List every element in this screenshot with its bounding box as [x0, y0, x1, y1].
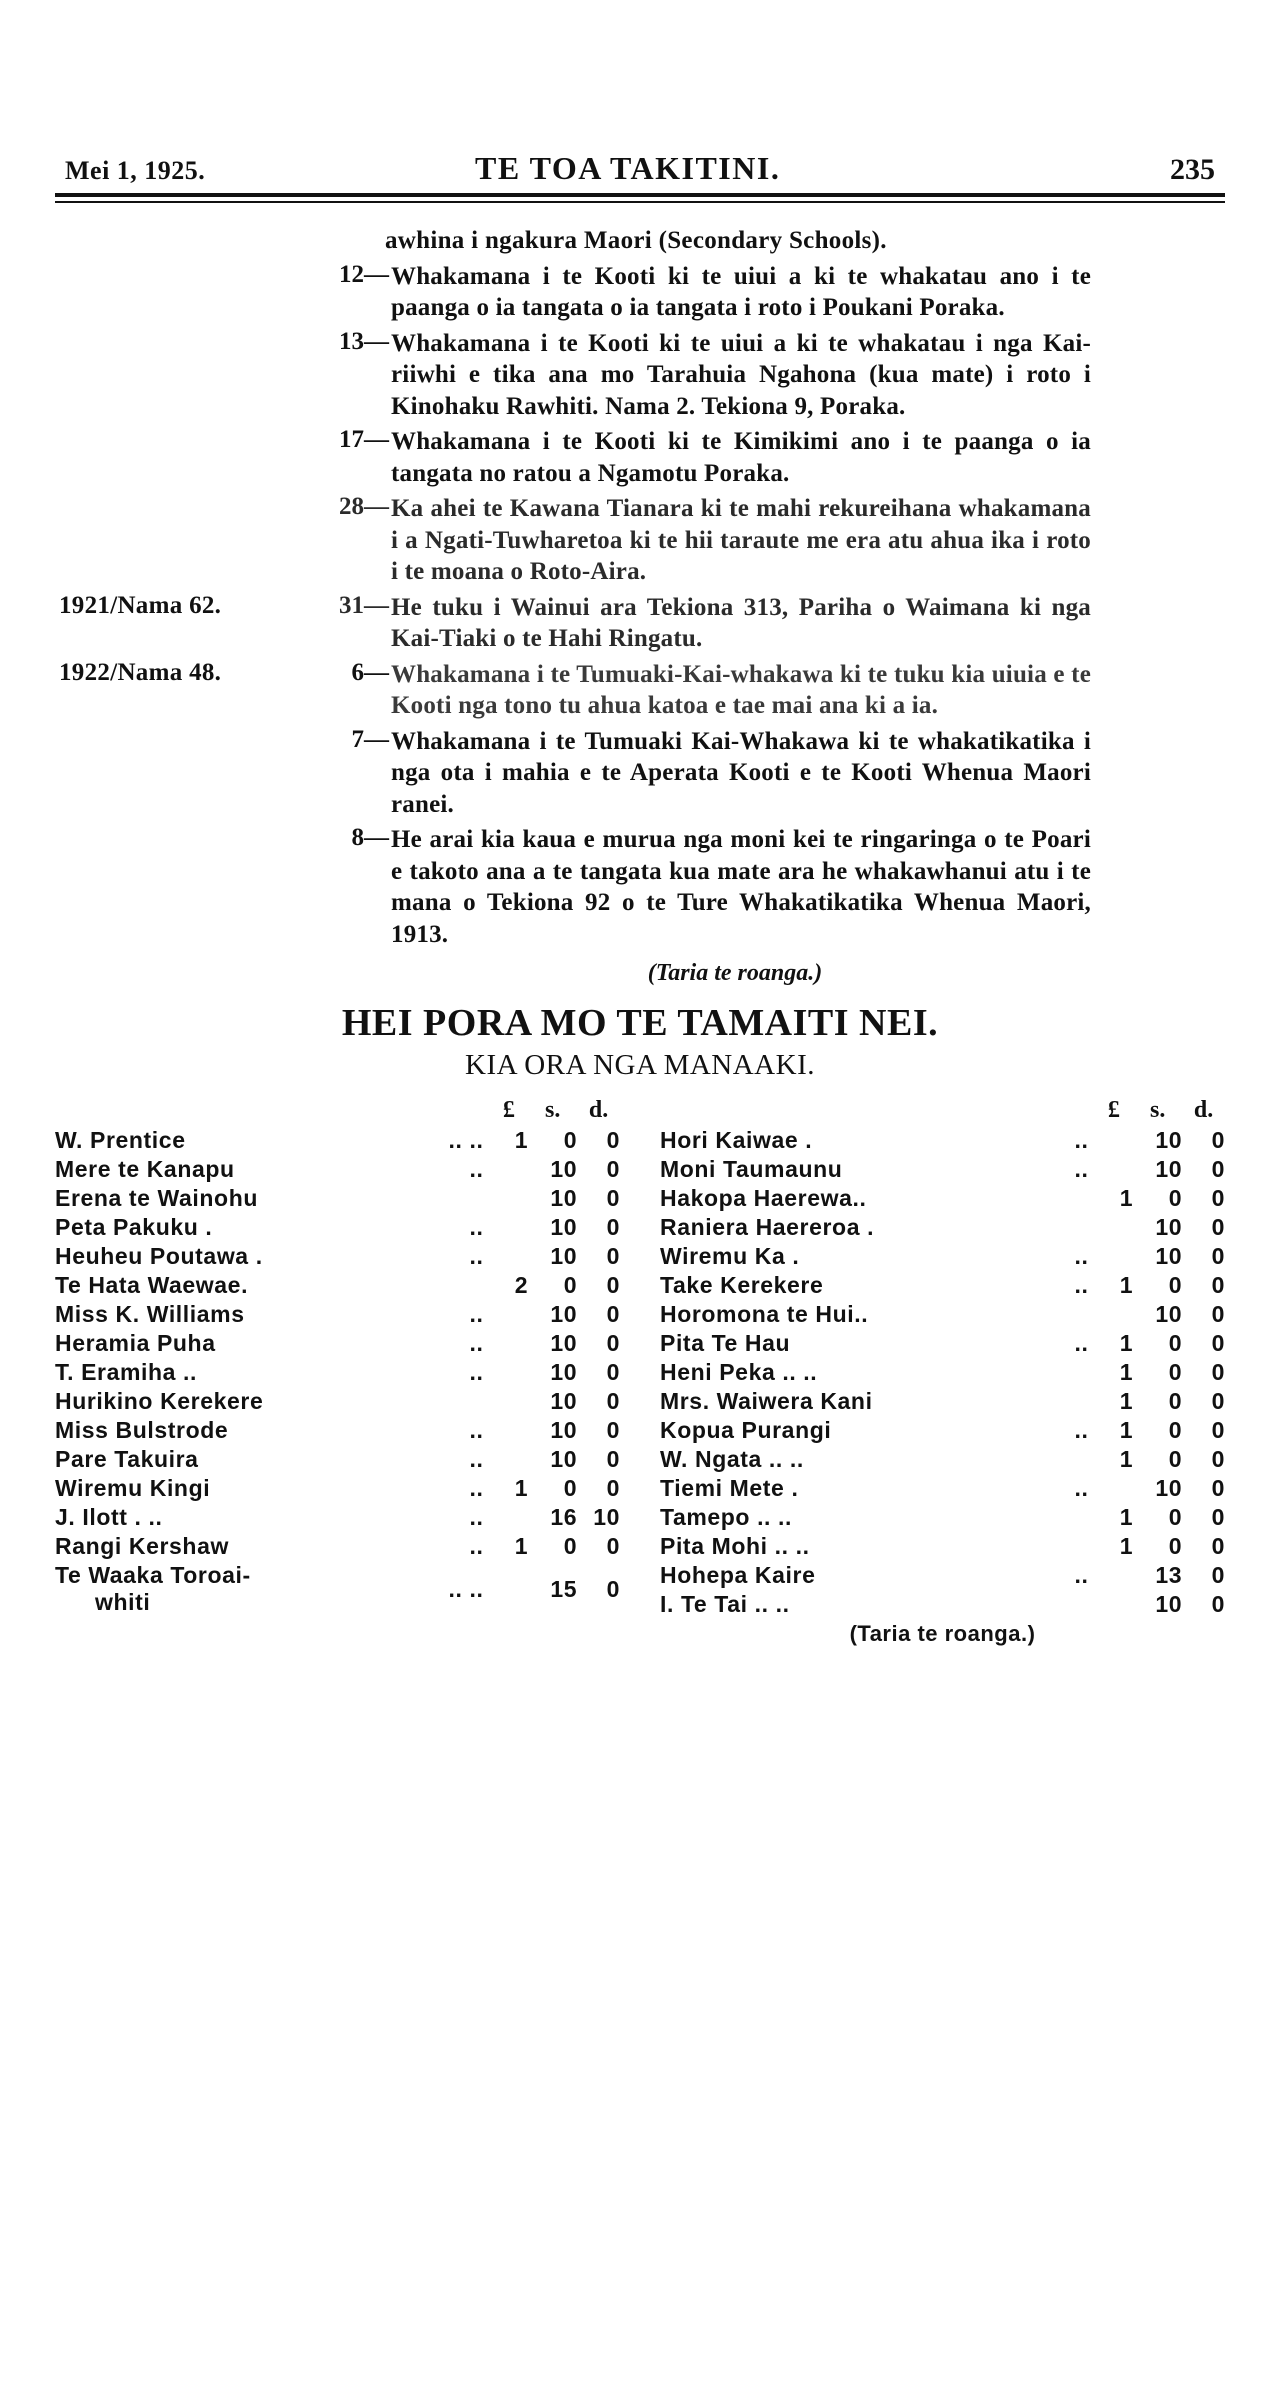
- amount-pence: 0: [606, 1127, 620, 1153]
- amount-pounds: 1: [1119, 1185, 1134, 1211]
- leader-dots: ..: [469, 1214, 484, 1240]
- donor-name: W. Ngata .. ..: [660, 1446, 804, 1472]
- amount-pence: 0: [1211, 1446, 1225, 1472]
- amount-pence: 0: [1211, 1243, 1225, 1269]
- amount-shillings: 10: [550, 1301, 578, 1327]
- donation-row: [55, 1387, 620, 1416]
- amount-shillings: 0: [563, 1272, 578, 1298]
- amount-shillings: 0: [1168, 1504, 1183, 1530]
- amount-pounds: 1: [1119, 1272, 1134, 1298]
- donor-name: Mrs. Waiwera Kani: [660, 1388, 873, 1414]
- donor-name: W. Prentice: [55, 1127, 186, 1153]
- donor-name: Kopua Purangi: [660, 1417, 832, 1443]
- donation-row: [660, 1503, 1225, 1532]
- amount-shillings: 10: [1155, 1156, 1183, 1182]
- leader-dots: [422, 1184, 489, 1213]
- donation-row: [660, 1184, 1225, 1213]
- amount-shillings: 10: [550, 1214, 578, 1240]
- amount-shillings: 0: [1168, 1272, 1183, 1298]
- article-entry: [55, 328, 1225, 423]
- leader-dots: ..: [1074, 1330, 1089, 1356]
- donation-row: [660, 1358, 1225, 1387]
- donor-name: Raniera Haereroa .: [660, 1214, 875, 1240]
- donor-name: Miss K. Williams: [55, 1301, 245, 1327]
- donations-right-body: [660, 1126, 1225, 1619]
- donor-name: Pare Takuira: [55, 1446, 199, 1472]
- donor-name: Miss Bulstrode: [55, 1417, 229, 1443]
- column-header-name: [55, 1096, 422, 1126]
- amount-pence: 0: [606, 1301, 620, 1327]
- amount-shillings: 10: [550, 1359, 578, 1385]
- donor-name: Heuheu Poutawa .: [55, 1243, 263, 1269]
- donation-row: [660, 1416, 1225, 1445]
- donation-row: [660, 1213, 1225, 1242]
- donor-name: Te Hata Waewae.: [55, 1272, 249, 1298]
- donations-header-row: [660, 1096, 1225, 1126]
- amount-pounds: 1: [514, 1475, 529, 1501]
- article-entry: [55, 659, 1225, 722]
- leader-dots: [1027, 1184, 1094, 1213]
- amount-pounds: [489, 1155, 528, 1184]
- donor-name-line2: whiti: [95, 1589, 151, 1615]
- amount-shillings: 15: [550, 1575, 578, 1602]
- article-entry: [55, 824, 1225, 950]
- donor-name: Heramia Puha: [55, 1330, 216, 1356]
- amount-shillings: 0: [1168, 1359, 1183, 1385]
- amount-pence: 0: [606, 1446, 620, 1472]
- entry-number: 6—: [351, 658, 389, 686]
- leader-dots: ..: [469, 1475, 484, 1501]
- donor-name-line1: Te Waaka Toroai-: [55, 1562, 251, 1588]
- donor-name: Hurikino Kerekere: [55, 1388, 264, 1414]
- amount-pounds: [489, 1213, 528, 1242]
- donation-row: [55, 1126, 620, 1155]
- column-header-pence: d.: [588, 1097, 609, 1123]
- amount-pence: 0: [1211, 1533, 1225, 1559]
- amount-pence: 0: [1211, 1330, 1225, 1356]
- donor-name: Tiemi Mete .: [660, 1475, 799, 1501]
- leader-dots: ..: [469, 1301, 484, 1327]
- amount-shillings: 10: [1155, 1243, 1183, 1269]
- amount-pence: 0: [606, 1243, 620, 1269]
- amount-shillings: 10: [550, 1243, 578, 1269]
- donation-row: [55, 1503, 620, 1532]
- donations-footer: (Taria te roanga.): [849, 1621, 1036, 1646]
- donor-name: Hohepa Kaire: [660, 1562, 816, 1588]
- donor-name: Erena te Wainohu: [55, 1185, 258, 1211]
- page-number: 235: [1170, 153, 1215, 186]
- amount-pounds: 1: [1119, 1330, 1134, 1356]
- amount-shillings: 10: [1155, 1214, 1183, 1240]
- donation-row: [55, 1532, 620, 1561]
- donation-row: [660, 1300, 1225, 1329]
- amount-pence: 0: [1211, 1127, 1225, 1153]
- amount-shillings: 0: [1168, 1533, 1183, 1559]
- amount-pence: 0: [1211, 1475, 1225, 1501]
- donor-name: Tamepo .. ..: [660, 1504, 793, 1530]
- article-lead-in: awhina i ngakura Maori (Secondary Schools).: [385, 227, 887, 254]
- amount-shillings: 0: [563, 1475, 578, 1501]
- leader-dots: ..: [469, 1243, 484, 1269]
- article-entry: [55, 426, 1225, 489]
- amount-pounds: [489, 1242, 528, 1271]
- donation-row: [55, 1561, 620, 1617]
- amount-pounds: [489, 1300, 528, 1329]
- column-header-shillings: s.: [1149, 1097, 1166, 1123]
- amount-pence: 0: [606, 1575, 620, 1602]
- entry-number: 13—: [339, 327, 389, 355]
- donation-row: [660, 1242, 1225, 1271]
- donor-name: Mere te Kanapu: [55, 1156, 235, 1182]
- article-entry: [55, 592, 1225, 655]
- amount-pence: 10: [593, 1504, 620, 1530]
- leader-dots: [1027, 1532, 1094, 1561]
- donor-name: T. Eramiha ..: [55, 1359, 198, 1385]
- donor-name: Rangi Kershaw: [55, 1533, 229, 1559]
- entry-text: Whakamana i te Kooti ki te uiui a ki te whakatau ano i te paanga o ia tangata o ia tangata i roto i Poukani Poraka.: [391, 262, 1091, 321]
- amount-pence: 0: [606, 1185, 620, 1211]
- amount-pounds: 1: [1119, 1388, 1134, 1414]
- donation-row: [55, 1213, 620, 1242]
- entry-side-label: 1922/Nama 48.: [59, 658, 222, 686]
- leader-dots: [1027, 1358, 1094, 1387]
- amount-pounds: [1094, 1300, 1133, 1329]
- donation-row: [660, 1590, 1225, 1619]
- amount-shillings: 16: [550, 1504, 578, 1530]
- amount-pence: 0: [1211, 1388, 1225, 1414]
- amount-shillings: 10: [1155, 1127, 1183, 1153]
- leader-dots: ..: [1074, 1417, 1089, 1443]
- amount-pounds: 2: [514, 1272, 529, 1298]
- leader-dots: ..: [469, 1330, 484, 1356]
- column-header-name: [660, 1096, 1027, 1126]
- donor-name: Hakopa Haerewa..: [660, 1185, 867, 1211]
- appeal-subtitle: KIA ORA NGA MANAAKI.: [465, 1049, 815, 1081]
- article-body: [55, 225, 1225, 987]
- donation-row: [55, 1300, 620, 1329]
- amount-pounds: [489, 1184, 528, 1213]
- donation-row: [55, 1155, 620, 1184]
- amount-shillings: 10: [550, 1330, 578, 1356]
- masthead-rule: [55, 193, 1225, 203]
- leader-dots: ..: [1074, 1562, 1089, 1588]
- amount-shillings: 10: [550, 1185, 578, 1211]
- entry-text: Whakamana i te Kooti ki te uiui a ki te whakatau i nga Kai-riiwhi e tika ana mo Tarahuia Ngahona (kua mate) i roto i Kinohaku Rawhiti. Nama 2. Tekiona 9, Poraka.: [391, 329, 1091, 420]
- entry-number: 7—: [351, 725, 389, 753]
- page-content: [55, 150, 1225, 1647]
- amount-pence: 0: [606, 1417, 620, 1443]
- amount-pence: 0: [1211, 1591, 1225, 1617]
- amount-shillings: 10: [550, 1156, 578, 1182]
- article-entry: [55, 493, 1225, 588]
- leader-dots: ..: [1074, 1272, 1089, 1298]
- entry-number: 31—: [339, 591, 389, 619]
- donor-name: I. Te Tai .. ..: [660, 1591, 790, 1617]
- amount-pence: 0: [606, 1330, 620, 1356]
- amount-shillings: 0: [1168, 1388, 1183, 1414]
- donor-name: Wiremu Kingi: [55, 1475, 211, 1501]
- donor-name: Peta Pakuku .: [55, 1214, 213, 1240]
- donation-row: [660, 1532, 1225, 1561]
- amount-pounds: [489, 1503, 528, 1532]
- donations-table: [55, 1096, 620, 1617]
- amount-shillings: 13: [1155, 1562, 1183, 1588]
- leader-dots: ..: [1074, 1127, 1089, 1153]
- amount-pence: 0: [1211, 1504, 1225, 1530]
- amount-pence: 0: [1211, 1417, 1225, 1443]
- amount-pounds: 1: [1119, 1417, 1134, 1443]
- amount-pounds: [1094, 1590, 1133, 1619]
- leader-dots: ..: [469, 1504, 484, 1530]
- amount-pence: 0: [606, 1156, 620, 1182]
- donation-row: [660, 1126, 1225, 1155]
- donations-left-body: [55, 1126, 620, 1617]
- amount-pence: 0: [1211, 1359, 1225, 1385]
- amount-pounds: [489, 1329, 528, 1358]
- amount-pence: 0: [1211, 1156, 1225, 1182]
- amount-shillings: 10: [550, 1417, 578, 1443]
- leader-dots: ..: [1074, 1156, 1089, 1182]
- leader-dots: [1027, 1445, 1094, 1474]
- amount-pence: 0: [1211, 1214, 1225, 1240]
- donor-name: Horomona te Hui..: [660, 1301, 869, 1327]
- donation-row: [55, 1358, 620, 1387]
- amount-pence: 0: [606, 1475, 620, 1501]
- leader-dots: ..: [469, 1156, 484, 1182]
- donor-name: Pita Mohi .. ..: [660, 1533, 810, 1559]
- donations-right-column: [660, 1096, 1225, 1647]
- amount-shillings: 0: [563, 1127, 578, 1153]
- column-header-pence: d.: [1193, 1097, 1214, 1123]
- entry-text: Whakamana i te Tumuaki Kai-Whakawa ki te whakatikatika i nga ota i mahia e te Aperata Kooti e te Kooti Whenua Maori ranei.: [391, 727, 1091, 818]
- amount-pounds: 1: [1119, 1446, 1134, 1472]
- amount-pence: 0: [606, 1388, 620, 1414]
- amount-pounds: 1: [1119, 1359, 1134, 1385]
- donations-header-row: [55, 1096, 620, 1126]
- entry-text: Ka ahei te Kawana Tianara ki te mahi rekureihana whakamana i a Ngati-Tuwharetoa ki te hii taraute me era atu ahua ika i roto i te moana o Roto-Aira.: [391, 495, 1091, 585]
- donor-name: Heni Peka .. ..: [660, 1359, 818, 1385]
- donor-name: [55, 1561, 422, 1617]
- donation-row: [55, 1184, 620, 1213]
- leader-dots: ..: [469, 1446, 484, 1472]
- entry-number: 28—: [339, 493, 389, 520]
- amount-pounds: [489, 1358, 528, 1387]
- donation-row: [55, 1474, 620, 1503]
- donation-row: [55, 1416, 620, 1445]
- donations-table: [660, 1096, 1225, 1619]
- amount-pounds: [1094, 1242, 1133, 1271]
- donations-left-column: [55, 1096, 620, 1647]
- donation-row: [660, 1329, 1225, 1358]
- leader-dots: ..: [469, 1359, 484, 1385]
- entry-text: Whakamana i te Kooti ki te Kimikimi ano i te paanga o ia tangata no ratou a Ngamotu Poraka.: [391, 428, 1091, 487]
- article-entry: [55, 261, 1225, 324]
- column-header-dots: [422, 1096, 489, 1126]
- amount-shillings: 0: [1168, 1446, 1183, 1472]
- amount-pence: 0: [606, 1359, 620, 1385]
- leader-dots: [1027, 1503, 1094, 1532]
- leader-dots: ..: [469, 1533, 484, 1559]
- amount-shillings: 10: [1155, 1591, 1183, 1617]
- donation-row: [55, 1271, 620, 1300]
- leader-dots: ..: [1074, 1243, 1089, 1269]
- donor-name: Hori Kaiwae .: [660, 1127, 813, 1153]
- entry-number: 17—: [339, 426, 389, 453]
- entry-number: 8—: [351, 824, 389, 851]
- donation-row: [660, 1387, 1225, 1416]
- amount-pounds: [489, 1445, 528, 1474]
- entry-text: He tuku i Wainui ara Tekiona 313, Pariha o Waimana ki nga Kai-Tiaki o te Hahi Ringatu.: [391, 593, 1091, 652]
- page-masthead: [55, 150, 1225, 187]
- donation-row: [55, 1445, 620, 1474]
- leader-dots: [1027, 1300, 1094, 1329]
- column-header-dots: [1027, 1096, 1094, 1126]
- entry-text: He arai kia kaua e murua nga moni kei te ringaringa o te Poari e takoto ana a te tangata kua mate ara he whakawhanui atu i te mana o Tekiona 92 o te Ture Whakatikatika Whenua Maori, 1913.: [391, 826, 1091, 948]
- column-header-shillings: s.: [544, 1097, 561, 1123]
- amount-pence: 0: [1211, 1301, 1225, 1327]
- amount-shillings: 10: [550, 1446, 578, 1472]
- donor-name: Take Kerekere: [660, 1272, 824, 1298]
- donor-name: Moni Taumaunu: [660, 1156, 843, 1182]
- issue-date: Mei 1, 1925.: [65, 156, 206, 185]
- amount-pounds: 1: [1119, 1533, 1134, 1559]
- amount-pounds: [1094, 1126, 1133, 1155]
- leader-dots: [422, 1387, 489, 1416]
- amount-pounds: [489, 1416, 528, 1445]
- donor-name: Wiremu Ka .: [660, 1243, 800, 1269]
- amount-shillings: 0: [1168, 1185, 1183, 1211]
- amount-pounds: 1: [514, 1127, 529, 1153]
- amount-pounds: [489, 1561, 528, 1617]
- leader-dots: .. ..: [448, 1127, 484, 1153]
- amount-pence: 0: [606, 1214, 620, 1240]
- amount-pence: 0: [1211, 1272, 1225, 1298]
- appeal-title: HEI PORA MO TE TAMAITI NEI.: [341, 1002, 939, 1044]
- article-continuation: (Taria te roanga.): [647, 960, 823, 986]
- amount-pounds: [489, 1387, 528, 1416]
- article-entry: [55, 726, 1225, 821]
- column-header-pounds: £: [502, 1097, 515, 1123]
- donation-row: [660, 1561, 1225, 1590]
- amount-pence: 0: [1211, 1185, 1225, 1211]
- amount-shillings: 0: [1168, 1330, 1183, 1356]
- leader-dots: [1027, 1387, 1094, 1416]
- leader-dots: [1027, 1213, 1094, 1242]
- donor-name: J. Ilott . ..: [55, 1504, 163, 1530]
- donation-row: [55, 1242, 620, 1271]
- leader-dots: [422, 1271, 489, 1300]
- amount-pence: 0: [606, 1272, 620, 1298]
- amount-pence: 0: [1211, 1562, 1225, 1588]
- entry-text: Whakamana i te Tumuaki-Kai-whakawa ki te tuku kia uiuia e te Kooti nga tono tu ahua katoa e tae mai ana ki a ia.: [391, 660, 1091, 719]
- amount-pounds: [1094, 1213, 1133, 1242]
- amount-shillings: 0: [563, 1533, 578, 1559]
- amount-pounds: [1094, 1155, 1133, 1184]
- donation-row: [55, 1329, 620, 1358]
- donation-row: [660, 1271, 1225, 1300]
- amount-pounds: 1: [514, 1533, 529, 1559]
- amount-shillings: 10: [1155, 1475, 1183, 1501]
- leader-dots: [1027, 1590, 1094, 1619]
- amount-pence: 0: [606, 1533, 620, 1559]
- donor-name: Pita Te Hau: [660, 1330, 791, 1356]
- amount-pounds: [1094, 1561, 1133, 1590]
- leader-dots: ..: [1074, 1475, 1089, 1501]
- amount-pounds: [1094, 1474, 1133, 1503]
- amount-pounds: 1: [1119, 1504, 1134, 1530]
- paper-title: TE TOA TAKITINI.: [475, 150, 781, 186]
- leader-dots: .. ..: [448, 1575, 484, 1602]
- column-header-pounds: £: [1107, 1097, 1120, 1123]
- entry-number: 12—: [339, 260, 389, 288]
- amount-shillings: 0: [1168, 1417, 1183, 1443]
- donations-columns: [55, 1096, 1225, 1647]
- donation-row: [660, 1445, 1225, 1474]
- leader-dots: ..: [469, 1417, 484, 1443]
- amount-shillings: 10: [1155, 1301, 1183, 1327]
- amount-shillings: 10: [550, 1388, 578, 1414]
- donation-row: [660, 1474, 1225, 1503]
- entry-side-label: 1921/Nama 62.: [59, 591, 222, 619]
- donation-row: [660, 1155, 1225, 1184]
